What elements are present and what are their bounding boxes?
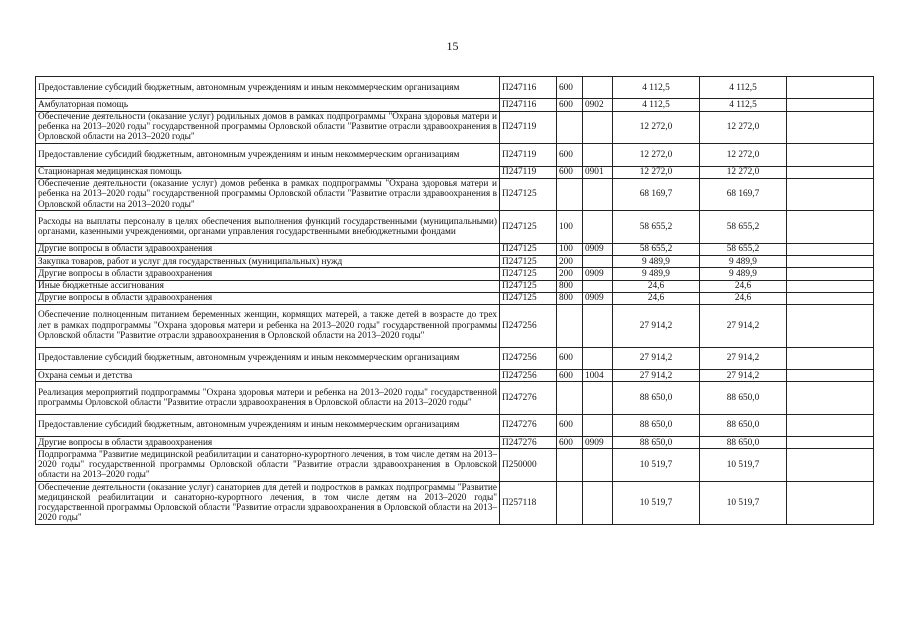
row-name-cell: Обеспечение деятельности (оказание услуг) домов ребенка в рамках подпрограммы "Охрана здоровья матери и ребенка на 2013–2020 годы" государственной программы Орловской области "Развитие отрасли здравоохранения в Орловской области на 2013–2020 годы" (36, 178, 500, 211)
expense-type-cell: 600 (557, 370, 583, 382)
amount-cell: 12 272,0 (700, 111, 787, 144)
extra-cell (787, 280, 874, 292)
section-code-cell: 0901 (583, 166, 613, 178)
section-code-cell (583, 482, 613, 525)
amount-cell: 58 655,2 (613, 243, 700, 255)
amount-cell: 10 519,7 (613, 482, 700, 525)
amount-cell: 12 272,0 (700, 144, 787, 166)
row-name-cell: Предоставление субсидий бюджетным, автономным учреждениям и иным некоммерческим организациям (36, 347, 500, 369)
expense-type-cell: 100 (557, 243, 583, 255)
extra-cell (787, 437, 874, 449)
target-article-cell: П247256 (500, 304, 557, 347)
extra-cell (787, 166, 874, 178)
target-article-cell: П247125 (500, 256, 557, 268)
expense-type-cell: 100 (557, 211, 583, 244)
table-row (36, 166, 874, 178)
expense-type-cell: 600 (557, 347, 583, 369)
extra-cell (787, 268, 874, 280)
row-name-cell: Обеспечение деятельности (оказание услуг) родильных домов в рамках подпрограммы "Охрана здоровья матери и ребенка на 2013–2020 годы" государственной программы Орловской области "Развитие отрасли здравоохранения в Орловской области на 2013–2020 годы" (36, 111, 500, 144)
amount-cell: 10 519,7 (613, 449, 700, 482)
expense-type-cell (557, 482, 583, 525)
row-name-cell: Стационарная медицинская помощь (36, 166, 500, 178)
row-name-cell: Другие вопросы в области здравоохранения (36, 243, 500, 255)
table-row (36, 437, 874, 449)
section-code-cell: 0909 (583, 437, 613, 449)
extra-cell (787, 144, 874, 166)
section-code-cell (583, 414, 613, 436)
section-code-cell (583, 178, 613, 211)
row-name-cell: Предоставление субсидий бюджетным, автономным учреждениям и иным некоммерческим организациям (36, 414, 500, 436)
amount-cell: 88 650,0 (613, 437, 700, 449)
section-code-cell (583, 211, 613, 244)
table-row (36, 99, 874, 111)
row-name-cell: Расходы на выплаты персоналу в целях обеспечения выполнения функций государственными (муниципальными) органами, казенными учреждениями, органами управления государственными внебюджетными фондами (36, 211, 500, 244)
amount-cell: 12 272,0 (613, 166, 700, 178)
table-row (36, 482, 874, 525)
target-article-cell: П250000 (500, 449, 557, 482)
section-code-cell (583, 77, 613, 99)
section-code-cell (583, 280, 613, 292)
section-code-cell (583, 382, 613, 415)
target-article-cell: П247125 (500, 211, 557, 244)
expense-type-cell (557, 178, 583, 211)
amount-cell: 12 272,0 (700, 166, 787, 178)
table-row (36, 268, 874, 280)
section-code-cell (583, 111, 613, 144)
target-article-cell: П247125 (500, 268, 557, 280)
target-article-cell: П247116 (500, 77, 557, 99)
amount-cell: 58 655,2 (613, 211, 700, 244)
table-row (36, 292, 874, 304)
expense-type-cell (557, 449, 583, 482)
table-row (36, 370, 874, 382)
row-name-cell: Предоставление субсидий бюджетным, автономным учреждениям и иным некоммерческим организациям (36, 77, 500, 99)
extra-cell (787, 99, 874, 111)
amount-cell: 68 169,7 (700, 178, 787, 211)
expense-type-cell: 200 (557, 256, 583, 268)
amount-cell: 88 650,0 (700, 437, 787, 449)
amount-cell: 4 112,5 (613, 77, 700, 99)
amount-cell: 12 272,0 (613, 144, 700, 166)
amount-cell: 9 489,9 (613, 268, 700, 280)
target-article-cell: П247125 (500, 280, 557, 292)
expense-type-cell: 600 (557, 437, 583, 449)
budget-table-body (36, 77, 874, 525)
expense-type-cell: 800 (557, 292, 583, 304)
extra-cell (787, 382, 874, 415)
target-article-cell: П247125 (500, 178, 557, 211)
table-row (36, 256, 874, 268)
section-code-cell (583, 304, 613, 347)
table-row (36, 243, 874, 255)
extra-cell (787, 482, 874, 525)
section-code-cell: 0909 (583, 268, 613, 280)
target-article-cell: П247119 (500, 144, 557, 166)
target-article-cell: П247125 (500, 292, 557, 304)
extra-cell (787, 211, 874, 244)
amount-cell: 12 272,0 (613, 111, 700, 144)
amount-cell: 27 914,2 (613, 370, 700, 382)
extra-cell (787, 256, 874, 268)
expense-type-cell (557, 304, 583, 347)
row-name-cell: Обеспечение полноценным питанием беременных женщин, кормящих матерей, а также детей в возрасте до трех лет в рамках подпрограммы "Охрана здоровья матери и ребенка на 2013–2020 годы" государственной программы Орловской области "Развитие отрасли здравоохранения в Орловской области на 2013–2020 годы" (36, 304, 500, 347)
target-article-cell: П247256 (500, 347, 557, 369)
expense-type-cell: 200 (557, 268, 583, 280)
section-code-cell (583, 449, 613, 482)
expense-type-cell: 800 (557, 280, 583, 292)
extra-cell (787, 292, 874, 304)
table-row (36, 414, 874, 436)
amount-cell: 10 519,7 (700, 482, 787, 525)
amount-cell: 27 914,2 (613, 304, 700, 347)
row-name-cell: Иные бюджетные ассигнования (36, 280, 500, 292)
amount-cell: 9 489,9 (700, 268, 787, 280)
section-code-cell (583, 256, 613, 268)
row-name-cell: Другие вопросы в области здравоохранения (36, 437, 500, 449)
row-name-cell: Подпрограмма "Развитие медицинской реабилитации и санаторно-курортного лечения, в том числе детям на 2013–2020 годы" государственной программы Орловской области "Развитие отрасли здравоохранения в Орловской области на 2013–2020 годы" (36, 449, 500, 482)
expense-type-cell: 600 (557, 144, 583, 166)
row-name-cell: Реализация мероприятий подпрограммы "Охрана здоровья матери и ребенка на 2013–2020 годы" государственной программы Орловской области "Развитие отрасли здравоохранения в Орловской области на 2013–2020 годы" (36, 382, 500, 415)
table-row (36, 304, 874, 347)
section-code-cell: 0909 (583, 243, 613, 255)
table-row (36, 111, 874, 144)
extra-cell (787, 304, 874, 347)
section-code-cell: 0909 (583, 292, 613, 304)
expense-type-cell: 600 (557, 166, 583, 178)
page-number: 15 (446, 39, 459, 53)
target-article-cell: П247276 (500, 382, 557, 415)
amount-cell: 88 650,0 (613, 414, 700, 436)
table-row (36, 382, 874, 415)
table-row (36, 144, 874, 166)
amount-cell: 9 489,9 (613, 256, 700, 268)
target-article-cell: П247276 (500, 414, 557, 436)
extra-cell (787, 111, 874, 144)
extra-cell (787, 449, 874, 482)
amount-cell: 27 914,2 (700, 347, 787, 369)
row-name-cell: Другие вопросы в области здравоохранения (36, 292, 500, 304)
expense-type-cell: 600 (557, 99, 583, 111)
table-row (36, 211, 874, 244)
amount-cell: 9 489,9 (700, 256, 787, 268)
amount-cell: 24,6 (700, 280, 787, 292)
row-name-cell: Обеспечение деятельности (оказание услуг) санаториев для детей и подростков в рамках подпрограммы "Развитие медицинской реабилитации и санаторно-курортного лечения, в том числе детям на 2013–2020 годы" государственной программы Орловской области "Развитие отрасли здравоохранения в Орловской области на 2013–2020 годы" (36, 482, 500, 525)
extra-cell (787, 243, 874, 255)
expense-type-cell: 600 (557, 414, 583, 436)
amount-cell: 24,6 (613, 280, 700, 292)
target-article-cell: П247125 (500, 243, 557, 255)
amount-cell: 27 914,2 (700, 304, 787, 347)
extra-cell (787, 370, 874, 382)
table-row (36, 178, 874, 211)
table-row (36, 77, 874, 99)
target-article-cell: П247276 (500, 437, 557, 449)
amount-cell: 27 914,2 (613, 347, 700, 369)
target-article-cell: П247119 (500, 166, 557, 178)
amount-cell: 88 650,0 (700, 414, 787, 436)
amount-cell: 24,6 (613, 292, 700, 304)
amount-cell: 58 655,2 (700, 211, 787, 244)
target-article-cell: П247256 (500, 370, 557, 382)
amount-cell: 58 655,2 (700, 243, 787, 255)
budget-table (35, 76, 874, 525)
amount-cell: 4 112,5 (613, 99, 700, 111)
extra-cell (787, 178, 874, 211)
amount-cell: 27 914,2 (700, 370, 787, 382)
extra-cell (787, 347, 874, 369)
row-name-cell: Закупка товаров, работ и услуг для государственных (муниципальных) нужд (36, 256, 500, 268)
table-row (36, 449, 874, 482)
table-row (36, 347, 874, 369)
amount-cell: 68 169,7 (613, 178, 700, 211)
row-name-cell: Амбулаторная помощь (36, 99, 500, 111)
amount-cell: 4 112,5 (700, 99, 787, 111)
extra-cell (787, 414, 874, 436)
amount-cell: 88 650,0 (700, 382, 787, 415)
row-name-cell: Охрана семьи и детства (36, 370, 500, 382)
section-code-cell (583, 144, 613, 166)
expense-type-cell: 600 (557, 77, 583, 99)
target-article-cell: П247116 (500, 99, 557, 111)
amount-cell: 24,6 (700, 292, 787, 304)
extra-cell (787, 77, 874, 99)
row-name-cell: Другие вопросы в области здравоохранения (36, 268, 500, 280)
target-article-cell: П247119 (500, 111, 557, 144)
amount-cell: 4 112,5 (700, 77, 787, 99)
expense-type-cell (557, 111, 583, 144)
section-code-cell (583, 347, 613, 369)
amount-cell: 10 519,7 (700, 449, 787, 482)
amount-cell: 88 650,0 (613, 382, 700, 415)
expense-type-cell (557, 382, 583, 415)
table-row (36, 280, 874, 292)
section-code-cell: 0902 (583, 99, 613, 111)
target-article-cell: П257118 (500, 482, 557, 525)
row-name-cell: Предоставление субсидий бюджетным, автономным учреждениям и иным некоммерческим организациям (36, 144, 500, 166)
section-code-cell: 1004 (583, 370, 613, 382)
